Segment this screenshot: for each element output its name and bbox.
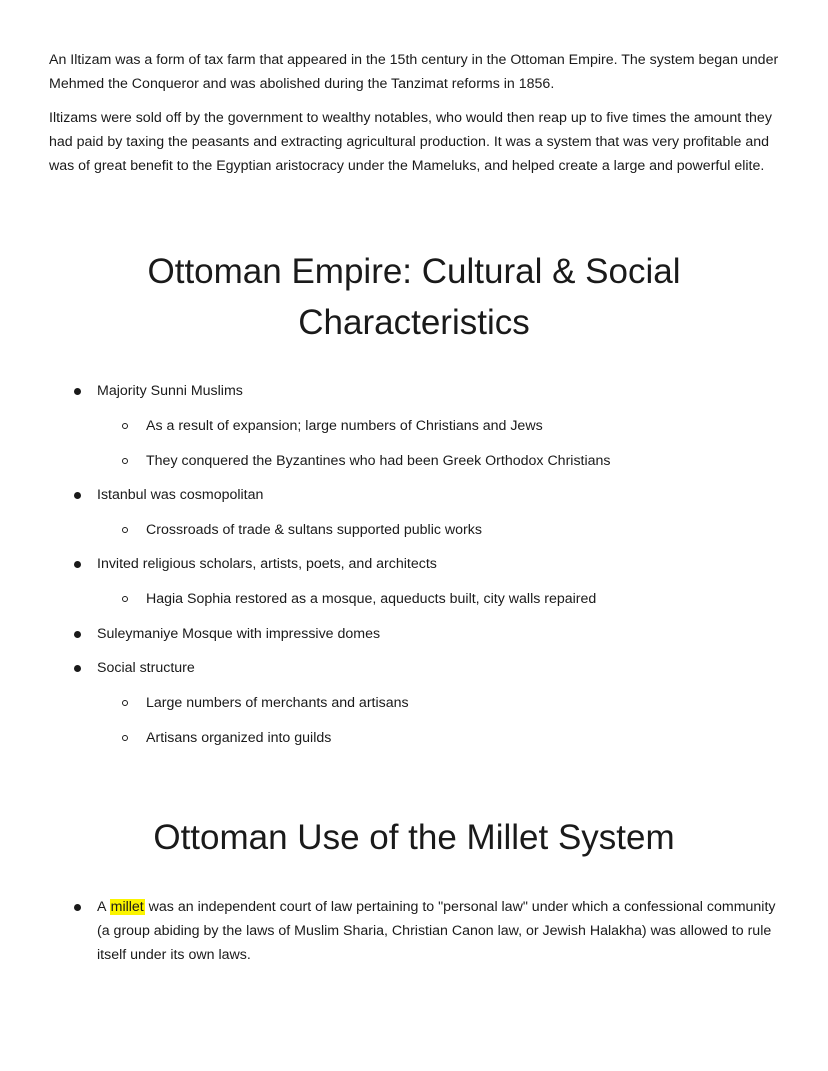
list-item: Artisans organized into guilds [146, 730, 332, 746]
list-item: Social structure [97, 660, 195, 676]
bullet-circle-icon [122, 527, 128, 533]
intro-paragraph-iltizam-definition: An Iltizam was a form of tax farm that appeared in the 15th century in the Ottoman Empire. The system began under Mehmed the Conqueror and was abolished during the Tanzimat reforms in 1856. [49, 52, 779, 92]
section-heading-millet-system: Ottoman Use of the Millet System [153, 818, 675, 857]
highlighted-term-millet: millet [110, 899, 144, 915]
bullet-dot-icon [74, 388, 81, 395]
millet-definition-text: was an independent court of law pertaining to "personal law" under which a confessional community (a group abiding by the laws of Muslim Sharia, Christian Canon law, or Jewish Halakha) was allowed to rule itself under its own laws. [97, 899, 776, 963]
bullet-dot-icon [74, 631, 81, 638]
list-item: Hagia Sophia restored as a mosque, aqueducts built, city walls repaired [146, 591, 597, 607]
intro-paragraph-iltizam-sales: Iltizams were sold off by the government to wealthy notables, who would then reap up to five times the amount they had paid by taxing the peasants and extracting agricultural production. It was a system that was very profitable and was of great benefit to the Egyptian aristocracy under the Mameluks, and helped create a large and powerful elite. [49, 110, 772, 174]
list-item: Invited religious scholars, artists, poets, and architects [97, 556, 437, 572]
list-item: Large numbers of merchants and artisans [146, 695, 409, 711]
list-item: Suleymaniye Mosque with impressive domes [97, 626, 381, 642]
list-item: They conquered the Byzantines who had been Greek Orthodox Christians [146, 453, 611, 469]
millet-prefix: A [97, 899, 110, 915]
list-item: Crossroads of trade & sultans supported public works [146, 522, 482, 538]
bullet-circle-icon [122, 596, 128, 602]
bullet-dot-icon [74, 561, 81, 568]
section-heading-cultural-social: Ottoman Empire: Cultural & Social Characteristics [147, 252, 681, 342]
bullet-circle-icon [122, 735, 128, 741]
bullet-circle-icon [122, 458, 128, 464]
list-item: As a result of expansion; large numbers of Christians and Jews [146, 418, 543, 434]
bullet-dot-icon [74, 492, 81, 499]
bullet-dot-icon [74, 904, 81, 911]
millet-definition-paragraph [97, 895, 787, 967]
bullet-circle-icon [122, 700, 128, 706]
list-item: Istanbul was cosmopolitan [97, 487, 264, 503]
bullet-dot-icon [74, 665, 81, 672]
list-item: Majority Sunni Muslims [97, 383, 243, 399]
bullet-circle-icon [122, 423, 128, 429]
